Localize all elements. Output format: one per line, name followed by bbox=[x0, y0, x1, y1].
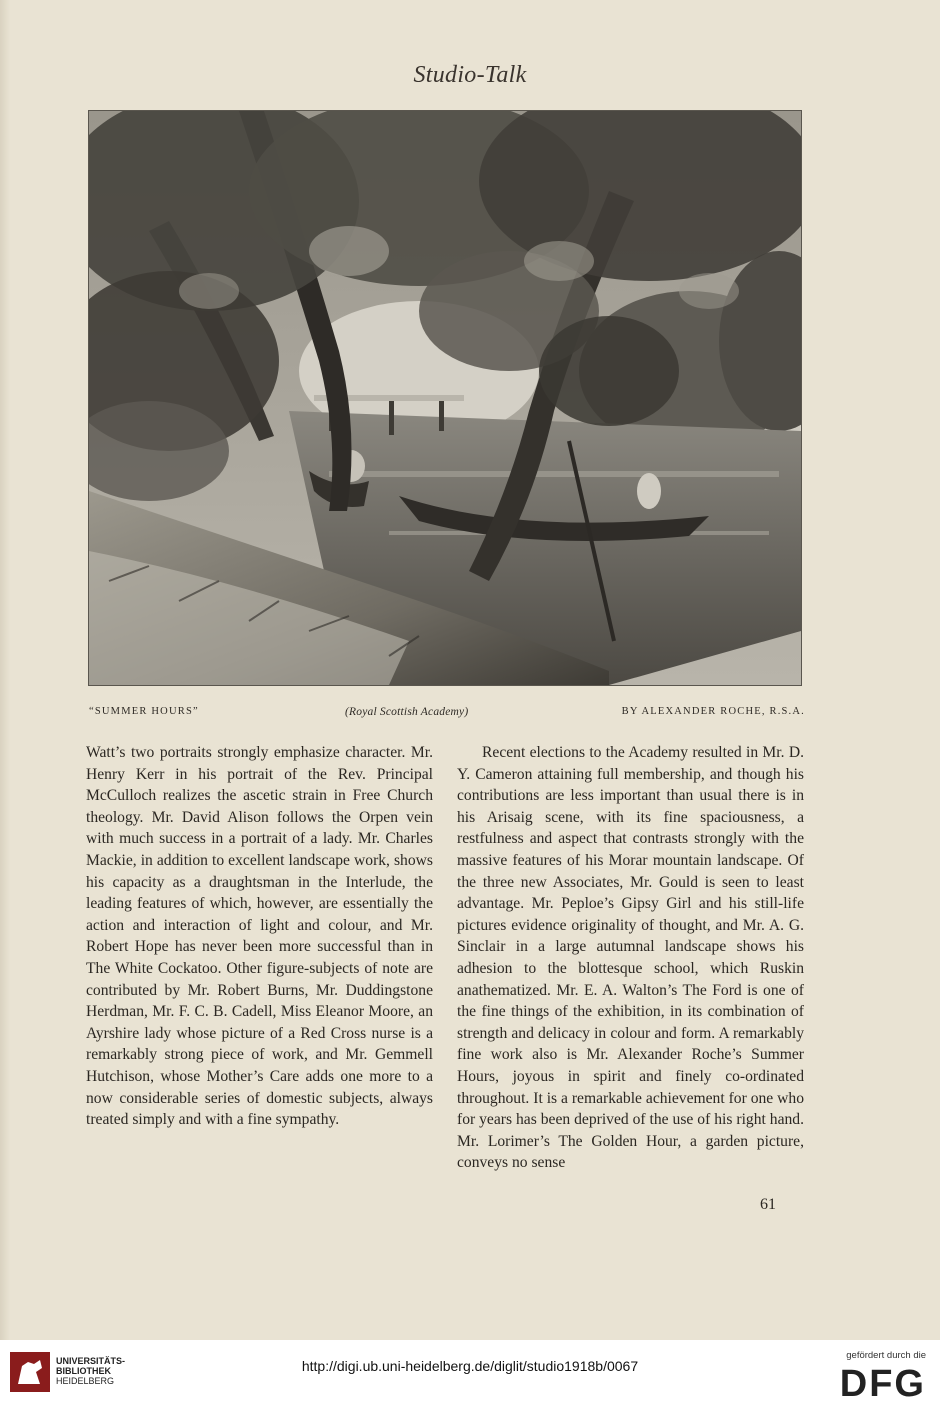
painting-image bbox=[89, 111, 801, 685]
source-url-link[interactable]: http://digi.ub.uni-heidelberg.de/diglit/studio1918b/0067 bbox=[301, 1358, 639, 1374]
digitization-footer bbox=[0, 1340, 940, 1411]
library-name-line: BIBLIOTHEK bbox=[56, 1366, 111, 1376]
dfg-logo: DFG bbox=[839, 1363, 926, 1405]
painting-reproduction bbox=[89, 111, 801, 685]
running-head: Studio-Talk bbox=[413, 62, 527, 88]
plate-caption bbox=[89, 706, 805, 724]
text-column-right bbox=[457, 742, 804, 1174]
page-edge bbox=[0, 0, 10, 1340]
page-number: 61 bbox=[760, 1196, 776, 1213]
paragraph: Recent elections to the Academy resulted in Mr. D. Y. Cameron attaining full membership, and though his contributions are less important than usual there is in his Arisaig scene, with its fine spaciousness, a restfulness and aspect that contrasts strongly with the massive features of his Morar mountain landscape. Of the three new Associates, Mr. Gould is seen to least advantage. Mr. Peploe’s Gipsy Girl and his still-life pictures evidence originality of thought, and Mr. A. G. Sinclair in a large autumnal landscape shows his adhesion to the blottesque school, which Ruskin anathematized. Mr. E. A. Walton’s The Ford is one of the fine things of the exhibition, in its combination of strength and delicacy in colour and form. A remarkably fine work also is Mr. Alexander Roche’s Summer Hours, joyous in spirit and finely co-ordinated throughout. It is a remarkable achievement for one who for years has been deprived of the use of his right hand. Mr. Lorimer’s The Golden Hour, a garden picture, conveys no sense bbox=[457, 744, 804, 1172]
library-name-line: UNIVERSITÄTS- bbox=[56, 1356, 126, 1366]
caption-source: (Royal Scottish Academy) bbox=[345, 706, 469, 718]
funding-note: gefördert durch die bbox=[846, 1350, 926, 1361]
paragraph: Watt’s two portraits strongly emphasize character. Mr. Henry Kerr in his portrait of the Rev. Principal McCulloch realizes the ascetic strain in Free Church theology. Mr. David Alison follows the Orpen vein with much success in a portrait of a lady. Mr. Charles Mackie, in addition to excellent landscape work, shows his capacity as a draughtsman in the Interlude, the leading features of which, however, are essentially the action and interaction of light and colour, and Mr. Robert Hope has never been more successful than in The White Cockatoo. Other figure-subjects of note are contributed by Mr. Robert Burns, Mr. Duddingstone Herdman, Mr. F. C. B. Cadell, Miss Eleanor Moore, an Ayrshire lady whose picture of a Red Cross nurse is a remarkably strong piece of work, and Mr. Gemmell Hutchison, whose Mother’s Care adds one more to a now considerable series of domestic subjects, always treated simply and with a fine sympathy. bbox=[86, 744, 433, 1129]
text-column-left bbox=[86, 742, 433, 1131]
caption-artist: BY ALEXANDER ROCHE, R.S.A. bbox=[621, 706, 805, 717]
library-name-line: HEIDELBERG bbox=[56, 1376, 115, 1386]
caption-title: “SUMMER HOURS” bbox=[89, 706, 199, 717]
